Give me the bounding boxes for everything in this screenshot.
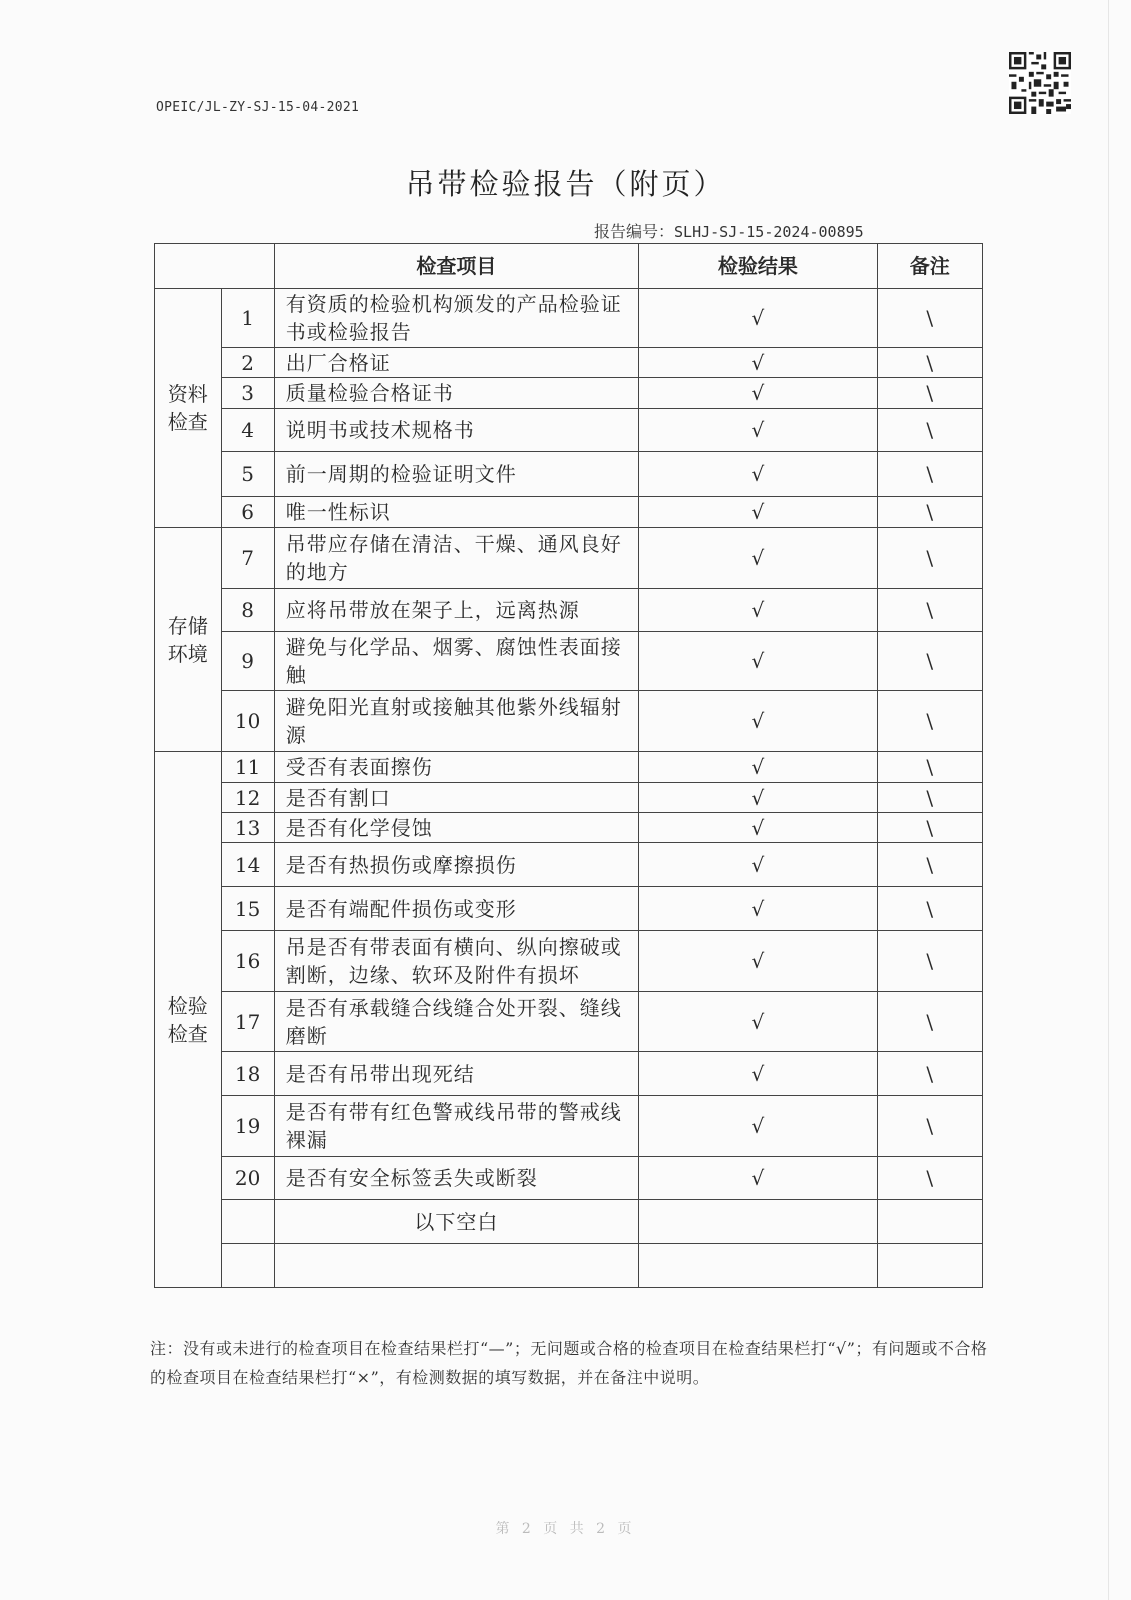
row-result: √ xyxy=(639,289,877,348)
header-item: 检查项目 xyxy=(274,244,638,289)
table-row xyxy=(155,931,983,992)
row-item: 是否有安全标签丢失或断裂 xyxy=(274,1157,638,1200)
section-label: 检验 检查 xyxy=(155,752,222,1288)
row-remark: \ xyxy=(877,931,982,992)
scan-edge-line xyxy=(1108,0,1109,1600)
row-number: 1 xyxy=(221,289,274,348)
row-item: 是否有端配件损伤或变形 xyxy=(274,887,638,931)
table-row xyxy=(155,887,983,931)
row-item: 有资质的检验机构颁发的产品检验证书或检验报告 xyxy=(274,289,638,348)
row-number: 9 xyxy=(221,632,274,691)
table-row xyxy=(155,1096,983,1157)
table-row xyxy=(155,497,983,528)
row-item: 应将吊带放在架子上，远离热源 xyxy=(274,589,638,632)
section-label: 存储 环境 xyxy=(155,528,222,752)
blank-result-cell xyxy=(639,1244,877,1288)
row-remark: \ xyxy=(877,992,982,1052)
row-result: √ xyxy=(639,992,877,1052)
document-code: OPEIC/JL-ZY-SJ-15-04-2021 xyxy=(156,100,360,115)
table-row xyxy=(155,1157,983,1200)
row-remark: \ xyxy=(877,378,982,409)
table-row xyxy=(155,783,983,813)
row-remark: \ xyxy=(877,843,982,887)
page-number: 第 2 页 共 2 页 xyxy=(495,1521,636,1537)
blank-remark-cell xyxy=(877,1200,982,1244)
qr-code-icon xyxy=(1009,52,1071,114)
row-item: 唯一性标识 xyxy=(274,497,638,528)
report-number-label: 报告编号： xyxy=(594,222,675,241)
row-number: 14 xyxy=(221,843,274,887)
row-result: √ xyxy=(639,843,877,887)
row-result: √ xyxy=(639,691,877,752)
row-remark: \ xyxy=(877,1052,982,1096)
page-title: 吊带检验报告（附页） xyxy=(405,167,726,201)
row-result: √ xyxy=(639,348,877,378)
table-row xyxy=(155,528,983,589)
row-item: 避免与化学品、烟雾、腐蚀性表面接触 xyxy=(274,632,638,691)
row-remark: \ xyxy=(877,783,982,813)
row-result: √ xyxy=(639,528,877,589)
table-row xyxy=(155,813,983,843)
table-row-blank xyxy=(155,1244,983,1288)
row-remark: \ xyxy=(877,409,982,452)
row-number: 19 xyxy=(221,1096,274,1157)
row-item: 避免阳光直射或接触其他紫外线辐射源 xyxy=(274,691,638,752)
row-item: 说明书或技术规格书 xyxy=(274,409,638,452)
row-item: 前一周期的检验证明文件 xyxy=(274,452,638,497)
table-row xyxy=(155,409,983,452)
row-result: √ xyxy=(639,1096,877,1157)
blank-below-text: 以下空白 xyxy=(274,1200,638,1244)
row-item: 是否有割口 xyxy=(274,783,638,813)
row-result: √ xyxy=(639,1157,877,1200)
row-item: 是否有化学侵蚀 xyxy=(274,813,638,843)
row-number: 13 xyxy=(221,813,274,843)
row-item: 是否有吊带出现死结 xyxy=(274,1052,638,1096)
row-number: 8 xyxy=(221,589,274,632)
header-remark: 备注 xyxy=(877,244,982,289)
row-result: √ xyxy=(639,589,877,632)
row-result: √ xyxy=(639,632,877,691)
table-row-blank xyxy=(155,1200,983,1244)
row-remark: \ xyxy=(877,497,982,528)
report-number xyxy=(594,219,864,242)
row-number: 7 xyxy=(221,528,274,589)
row-remark: \ xyxy=(877,1157,982,1200)
row-result: √ xyxy=(639,783,877,813)
row-number: 11 xyxy=(221,752,274,783)
row-remark: \ xyxy=(877,691,982,752)
blank-remark-cell xyxy=(877,1244,982,1288)
row-remark: \ xyxy=(877,528,982,589)
table-row xyxy=(155,691,983,752)
table-row xyxy=(155,843,983,887)
report-number-value: SLHJ-SJ-15-2024-00895 xyxy=(674,223,864,241)
row-result: √ xyxy=(639,409,877,452)
row-remark: \ xyxy=(877,752,982,783)
row-number: 6 xyxy=(221,497,274,528)
row-result: √ xyxy=(639,452,877,497)
row-remark: \ xyxy=(877,632,982,691)
row-number: 5 xyxy=(221,452,274,497)
blank-number-cell xyxy=(221,1200,274,1244)
row-item: 质量检验合格证书 xyxy=(274,378,638,409)
table-row xyxy=(155,632,983,691)
footnote: 注：没有或未进行的检查项目在检查结果栏打“—”；无问题或合格的检查项目在检查结果栏打“√”；有问题或不合格的检查项目在检查结果栏打“×”，有检测数据的填写数据，并在备注中说明。 xyxy=(150,1339,988,1387)
row-item: 是否有承载缝合线缝合处开裂、缝线磨断 xyxy=(274,992,638,1052)
row-number: 10 xyxy=(221,691,274,752)
table-row xyxy=(155,348,983,378)
blank-result-cell xyxy=(639,1200,877,1244)
table-row xyxy=(155,1052,983,1096)
table-row xyxy=(155,752,983,783)
row-item: 是否有带有红色警戒线吊带的警戒线裸漏 xyxy=(274,1096,638,1157)
table-row xyxy=(155,452,983,497)
row-item: 吊带应存储在清洁、干燥、通风良好的地方 xyxy=(274,528,638,589)
row-number: 2 xyxy=(221,348,274,378)
section-label: 资料 检查 xyxy=(155,289,222,528)
table-row xyxy=(155,589,983,632)
row-result: √ xyxy=(639,887,877,931)
row-remark: \ xyxy=(877,813,982,843)
row-number: 16 xyxy=(221,931,274,992)
table-header-row xyxy=(155,244,983,289)
blank-number-cell xyxy=(221,1244,274,1288)
row-number: 17 xyxy=(221,992,274,1052)
row-number: 20 xyxy=(221,1157,274,1200)
row-item: 受否有表面擦伤 xyxy=(274,752,638,783)
inspection-table xyxy=(154,243,983,1288)
row-number: 4 xyxy=(221,409,274,452)
table-row xyxy=(155,378,983,409)
row-remark: \ xyxy=(877,887,982,931)
header-blank-cell xyxy=(155,244,275,289)
row-remark: \ xyxy=(877,348,982,378)
row-result: √ xyxy=(639,752,877,783)
row-remark: \ xyxy=(877,1096,982,1157)
row-remark: \ xyxy=(877,589,982,632)
row-number: 18 xyxy=(221,1052,274,1096)
row-result: √ xyxy=(639,497,877,528)
table-row xyxy=(155,289,983,348)
row-remark: \ xyxy=(877,452,982,497)
row-number: 15 xyxy=(221,887,274,931)
row-result: √ xyxy=(639,1052,877,1096)
row-number: 3 xyxy=(221,378,274,409)
row-result: √ xyxy=(639,378,877,409)
blank-item-cell xyxy=(274,1244,638,1288)
row-item: 吊是否有带表面有横向、纵向擦破或割断，边缘、软环及附件有损坏 xyxy=(274,931,638,992)
table-row xyxy=(155,992,983,1052)
row-item: 出厂合格证 xyxy=(274,348,638,378)
row-remark: \ xyxy=(877,289,982,348)
row-result: √ xyxy=(639,931,877,992)
row-item: 是否有热损伤或摩擦损伤 xyxy=(274,843,638,887)
row-number: 12 xyxy=(221,783,274,813)
header-result: 检验结果 xyxy=(639,244,877,289)
row-result: √ xyxy=(639,813,877,843)
